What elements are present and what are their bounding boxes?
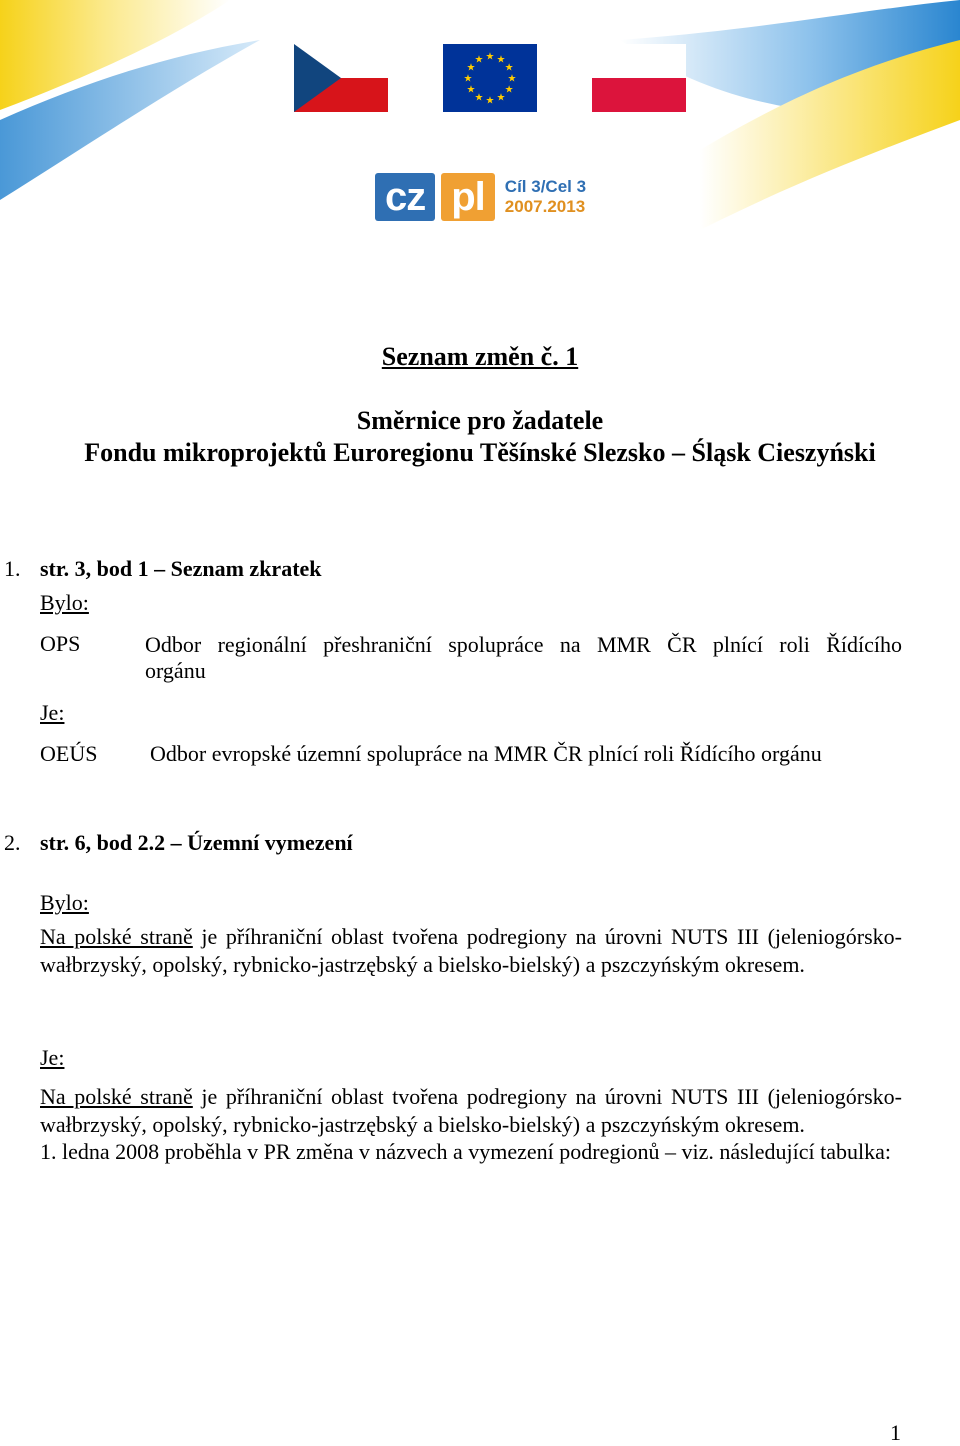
section-1-heading: str. 3, bod 1 – Seznam zkratek bbox=[40, 556, 322, 581]
eu-star-icon: ★ bbox=[507, 73, 517, 85]
je-paragraph-text: je příhraniční oblast tvořena podregiony na úrovni NUTS III (jeleniogórsko-wałbrzyský, opolský, rybnicko-jastrzębský a bielsko-bielský) a pszczyńským okresem. bbox=[40, 1084, 902, 1137]
eu-flag bbox=[443, 44, 537, 112]
eu-star-icon: ★ bbox=[496, 92, 506, 104]
page-number: 1 bbox=[890, 1420, 901, 1445]
logo-cz: cz bbox=[375, 173, 435, 221]
abbr-ops-definition-line1: Odbor regionální přeshraniční spolupráce na MMR ČR plnící roli Řídícího bbox=[145, 632, 902, 657]
eu-star-icon: ★ bbox=[485, 51, 495, 63]
section-1-je-label: Je: bbox=[40, 700, 65, 725]
document-title: Seznam změn č. 1 bbox=[381, 342, 579, 371]
eu-star-icon: ★ bbox=[474, 54, 484, 66]
je-paragraph bbox=[40, 1083, 902, 1166]
bylo-paragraph-lead: Na polské straně bbox=[40, 924, 193, 949]
abbr-ops-definition-line2: orgánu bbox=[145, 658, 206, 683]
logo-line1: Cíl 3/Cel 3 bbox=[504, 177, 587, 196]
abbr-ops: OPS bbox=[40, 631, 81, 656]
section-1-bylo-label: Bylo: bbox=[40, 590, 89, 615]
section-2-heading: str. 6, bod 2.2 – Územní vymezení bbox=[40, 830, 353, 855]
section-1-number: 1. bbox=[4, 556, 21, 581]
document-subtitle-1: Směrnice pro žadatele bbox=[356, 406, 604, 435]
bylo-paragraph-text: je příhraniční oblast tvořena podregiony na úrovni NUTS III (jeleniogórsko-wałbrzyský, opolský, rybnicko-jastrzębský a bielsko-bielský) a pszczyńským okresem. bbox=[40, 924, 902, 977]
eu-star-icon: ★ bbox=[474, 92, 484, 104]
program-logo bbox=[375, 172, 586, 222]
section-2-number: 2. bbox=[4, 830, 21, 855]
abbr-oeus: OEÚS bbox=[40, 741, 98, 766]
polish-flag bbox=[592, 44, 686, 112]
czech-flag bbox=[294, 44, 388, 112]
eu-star-icon: ★ bbox=[466, 62, 476, 74]
logo-pl: pl bbox=[441, 173, 495, 221]
eu-star-icon: ★ bbox=[504, 84, 514, 96]
eu-star-icon: ★ bbox=[485, 95, 495, 107]
eu-star-icon: ★ bbox=[504, 62, 514, 74]
eu-star-icon: ★ bbox=[496, 54, 506, 66]
eu-star-icon: ★ bbox=[466, 84, 476, 96]
document-subtitle-2: Fondu mikroprojektů Euroregionu Těšínské Slezsko – Śląsk Cieszyński bbox=[84, 438, 876, 467]
bylo-paragraph bbox=[40, 923, 902, 978]
eu-star-icon: ★ bbox=[463, 73, 473, 85]
je-paragraph-lead: Na polské straně bbox=[40, 1084, 193, 1109]
section-2-je-label: Je: bbox=[40, 1045, 65, 1070]
header-banner bbox=[0, 0, 960, 240]
logo-text bbox=[505, 177, 586, 217]
section-2-bylo-label: Bylo: bbox=[40, 890, 89, 915]
je-paragraph-note: 1. ledna 2008 proběhla v PR změna v názvech a vymezení podregionů – viz. následující tabulka: bbox=[40, 1139, 892, 1164]
logo-line2: 2007.2013 bbox=[504, 197, 586, 216]
abbr-oeus-definition: Odbor evropské územní spolupráce na MMR ČR plnící roli Řídícího orgánu bbox=[150, 741, 822, 766]
